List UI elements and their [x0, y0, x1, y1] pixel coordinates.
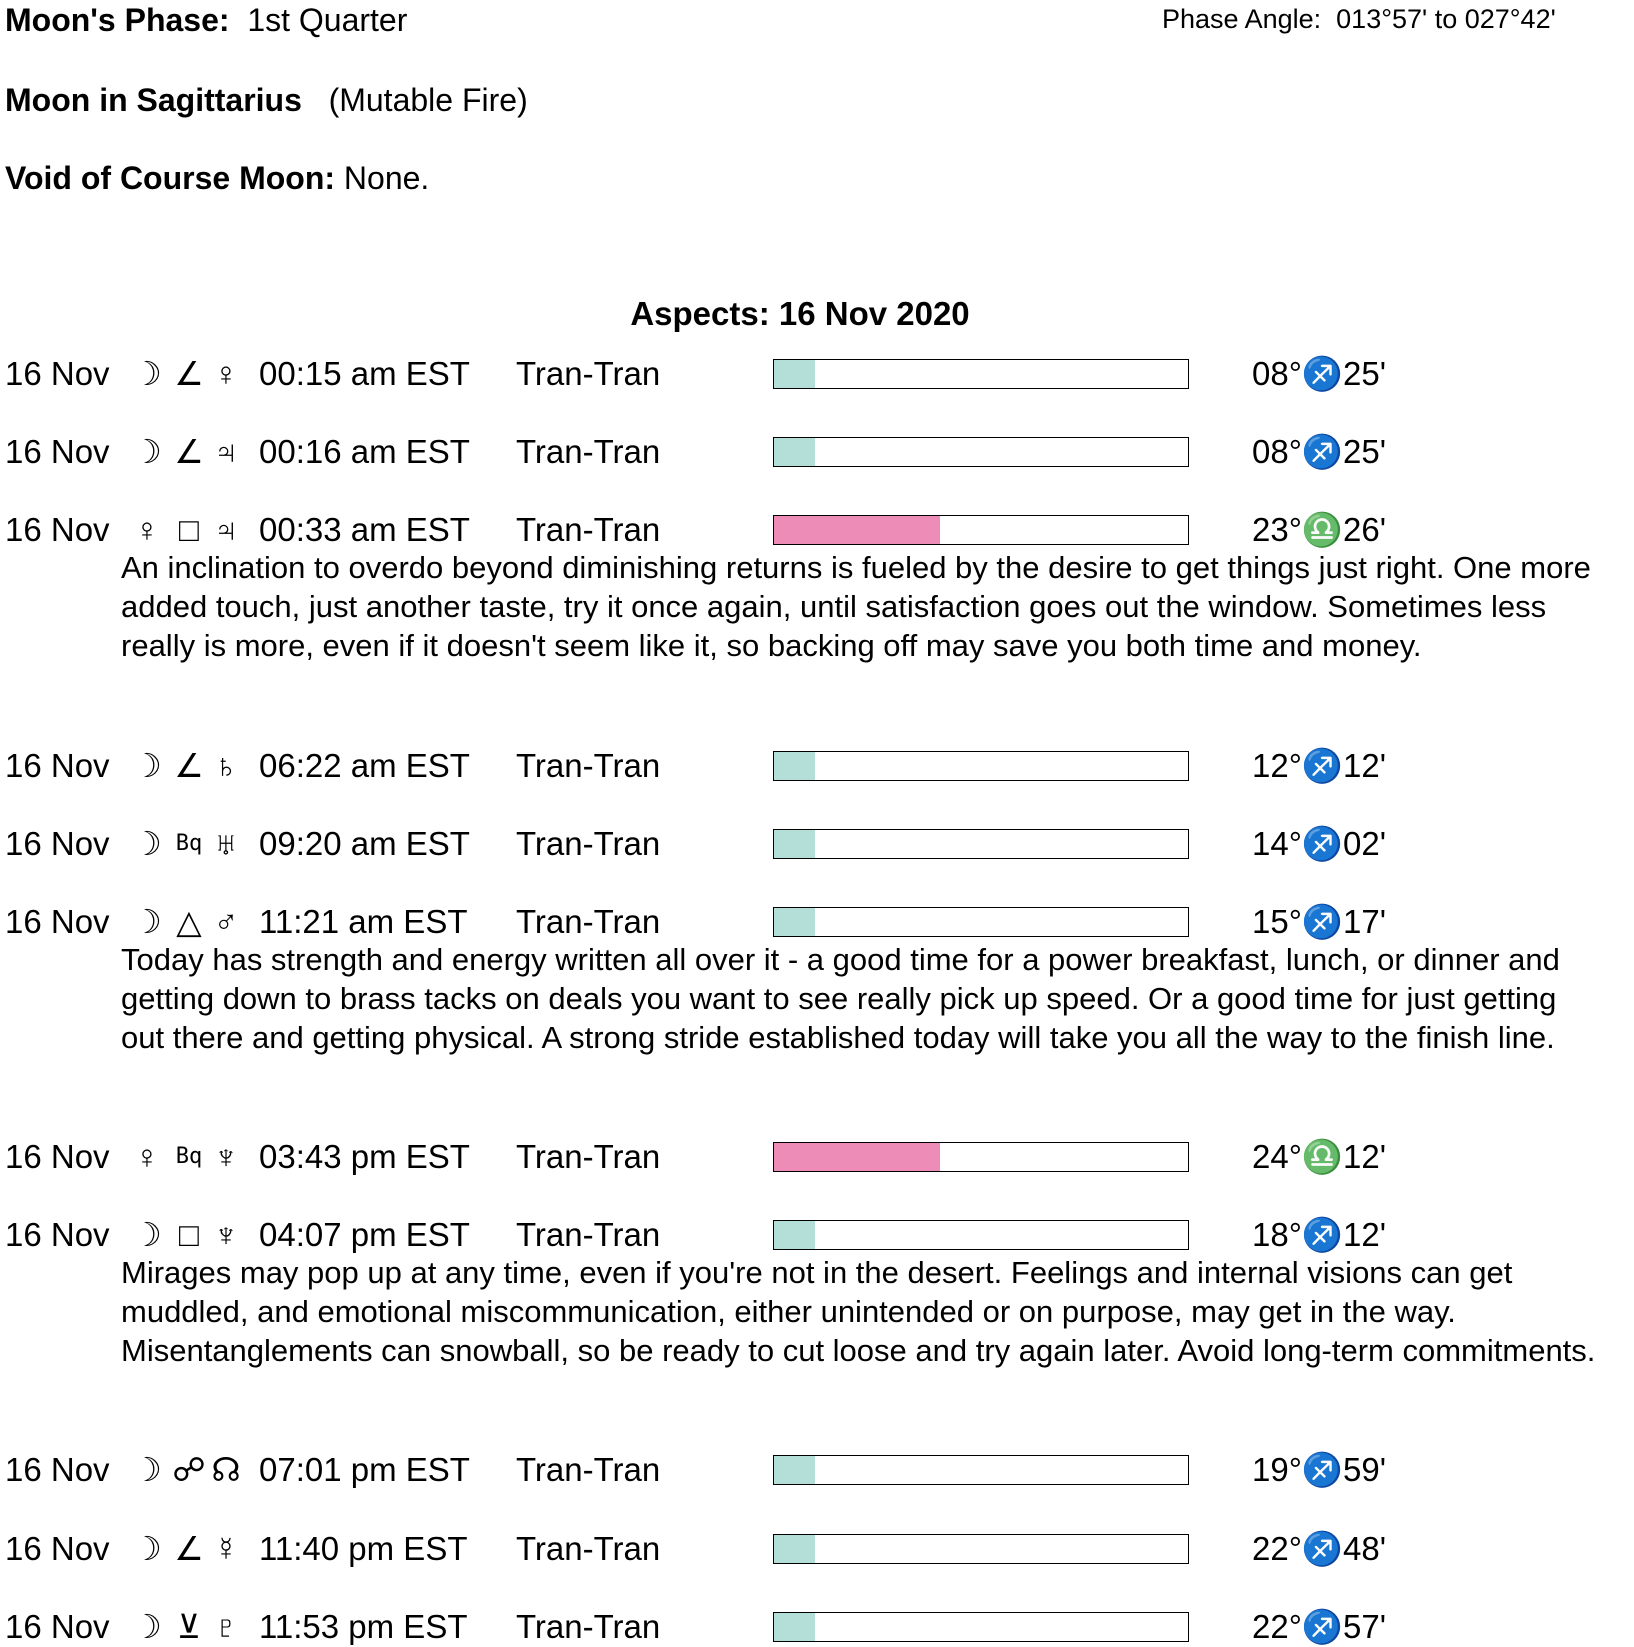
aspect-type: Tran-Tran — [516, 355, 661, 392]
aspect-type: Tran-Tran — [516, 825, 661, 862]
void-of-course-line — [5, 158, 429, 198]
aspect-position: 14°♐02' — [1252, 825, 1386, 862]
moon-phase-label: Moon's Phase: — [5, 2, 230, 38]
aspect-strength-bar — [773, 907, 1189, 937]
aspect-strength-fill — [774, 830, 815, 858]
moon-glyph-icon: ☽ — [132, 433, 162, 470]
aspect-time: 11:21 am EST — [259, 903, 468, 940]
aspect-strength-bar — [773, 1612, 1189, 1642]
aspect-strength-bar — [773, 829, 1189, 859]
moon-glyph-icon: ☽ — [132, 355, 162, 392]
uranus-glyph-icon: ♅ — [213, 825, 239, 862]
aspect-type: Tran-Tran — [516, 903, 661, 940]
aspect-date: 16 Nov — [5, 433, 110, 470]
moon-glyph-icon: ☽ — [132, 1530, 162, 1567]
aspect-strength-bar — [773, 1534, 1189, 1564]
aspect-description: An inclination to overdo beyond diminishing returns is fueled by the desire to get things just right. One more added touch, just another taste, try it once again, until satisfaction goes out the window. Sometimes less really is more, even if it doesn't seem like it, so backing off may save you both time and money. — [121, 550, 1591, 663]
aspect-strength-fill — [774, 1221, 815, 1249]
semisextile-aspect-icon: ⊻ — [176, 1608, 202, 1645]
aspect-position: 12°♐12' — [1252, 747, 1386, 784]
aspect-type: Tran-Tran — [516, 1451, 661, 1488]
aspect-strength-fill — [774, 1613, 815, 1641]
moon-glyph-icon: ☽ — [132, 903, 162, 940]
aspect-time: 11:53 pm EST — [259, 1608, 468, 1645]
aspect-row — [0, 824, 1634, 864]
aspect-type: Tran-Tran — [516, 1138, 661, 1175]
phase-angle-label: Phase Angle: — [1162, 4, 1322, 34]
aspect-row — [0, 746, 1634, 786]
square-aspect-icon: □ — [179, 511, 199, 548]
aspect-description: Mirages may pop up at any time, even if you're not in the desert. Feelings and internal visions can get muddled, and emotional miscommunication, either unintended or on purpose, may get in the way. Misentanglements can snowball, so be ready to cut loose and try again later. Avoid long-term commitments. — [121, 1255, 1596, 1368]
biquintile-aspect-icon: Bq — [175, 831, 203, 856]
aspect-strength-bar — [773, 1455, 1189, 1485]
venus-glyph-icon: ♀ — [213, 355, 239, 392]
saturn-glyph-icon: ♄ — [213, 747, 239, 784]
aspect-position: 15°♐17' — [1252, 903, 1386, 940]
phase-angle-line — [1162, 2, 1556, 36]
aspect-strength-fill — [774, 1143, 940, 1171]
aspect-position: 08°♐25' — [1252, 355, 1386, 392]
aspect-date: 16 Nov — [5, 1138, 110, 1175]
moon-sign-line — [5, 80, 528, 120]
aspect-type: Tran-Tran — [516, 433, 661, 470]
aspect-row — [0, 1607, 1634, 1647]
aspect-row — [0, 1215, 1634, 1255]
square-aspect-icon: □ — [179, 1216, 199, 1253]
aspect-strength-bar — [773, 1220, 1189, 1250]
aspect-position: 22°♐57' — [1252, 1608, 1386, 1645]
jupiter-glyph-icon: ♃ — [213, 433, 239, 470]
aspect-position: 22°♐48' — [1252, 1530, 1386, 1567]
mercury-glyph-icon: ☿ — [213, 1530, 239, 1567]
neptune-glyph-icon: ♆ — [213, 1216, 239, 1253]
void-of-course-value: None. — [343, 160, 430, 196]
north-node-glyph-icon: ☊ — [211, 1451, 241, 1488]
aspect-strength-bar — [773, 515, 1189, 545]
aspect-date: 16 Nov — [5, 825, 110, 862]
aspect-time: 00:33 am EST — [259, 511, 470, 548]
semisquare-aspect-icon: ∠ — [174, 433, 204, 470]
aspect-date: 16 Nov — [5, 1608, 110, 1645]
semisquare-aspect-icon: ∠ — [174, 1530, 204, 1567]
aspect-strength-fill — [774, 438, 815, 466]
moon-glyph-icon: ☽ — [132, 1451, 162, 1488]
aspect-position: 24°♎12' — [1252, 1138, 1386, 1175]
venus-glyph-icon: ♀ — [134, 511, 160, 548]
aspect-strength-bar — [773, 751, 1189, 781]
moon-glyph-icon: ☽ — [132, 1608, 162, 1645]
aspect-position: 23°♎26' — [1252, 511, 1386, 548]
aspect-type: Tran-Tran — [516, 511, 661, 548]
semisquare-aspect-icon: ∠ — [174, 355, 204, 392]
aspect-strength-bar — [773, 359, 1189, 389]
aspect-date: 16 Nov — [5, 1451, 110, 1488]
aspect-strength-bar — [773, 437, 1189, 467]
aspect-time: 00:15 am EST — [259, 355, 470, 392]
aspect-row — [0, 354, 1634, 394]
aspect-date: 16 Nov — [5, 747, 110, 784]
biquintile-aspect-icon: Bq — [175, 1144, 203, 1169]
aspect-row — [0, 1450, 1634, 1490]
moon-sign-element: (Mutable Fire) — [328, 82, 528, 118]
aspect-time: 03:43 pm EST — [259, 1138, 470, 1175]
aspect-strength-fill — [774, 360, 815, 388]
trine-aspect-icon: △ — [176, 903, 202, 940]
aspect-time: 06:22 am EST — [259, 747, 470, 784]
aspect-date: 16 Nov — [5, 1530, 110, 1567]
void-of-course-label: Void of Course Moon: — [5, 160, 336, 196]
mars-glyph-icon: ♂ — [213, 903, 239, 940]
aspect-strength-fill — [774, 1535, 815, 1563]
jupiter-glyph-icon: ♃ — [213, 511, 239, 548]
moon-glyph-icon: ☽ — [132, 825, 162, 862]
pluto-glyph-icon: ♇ — [213, 1608, 239, 1645]
phase-angle-value: 013°57' to 027°42' — [1336, 4, 1556, 34]
neptune-glyph-icon: ♆ — [213, 1138, 239, 1175]
aspect-time: 00:16 am EST — [259, 433, 470, 470]
aspect-strength-fill — [774, 908, 815, 936]
aspect-type: Tran-Tran — [516, 747, 661, 784]
aspect-time: 07:01 pm EST — [259, 1451, 470, 1488]
aspects-title: Aspects: 16 Nov 2020 — [630, 295, 970, 332]
aspect-strength-fill — [774, 1456, 815, 1484]
aspect-date: 16 Nov — [5, 903, 110, 940]
aspect-time: 04:07 pm EST — [259, 1216, 470, 1253]
aspect-position: 18°♐12' — [1252, 1216, 1386, 1253]
aspect-strength-fill — [774, 752, 815, 780]
aspect-type: Tran-Tran — [516, 1530, 661, 1567]
aspect-strength-fill — [774, 516, 940, 544]
moon-phase-line — [5, 0, 407, 40]
aspect-date: 16 Nov — [5, 511, 110, 548]
aspect-row — [0, 1137, 1634, 1177]
aspect-row — [0, 1529, 1634, 1569]
aspect-time: 09:20 am EST — [259, 825, 470, 862]
moon-glyph-icon: ☽ — [132, 1216, 162, 1253]
aspect-time: 11:40 pm EST — [259, 1530, 468, 1567]
aspect-position: 08°♐25' — [1252, 433, 1386, 470]
aspect-strength-bar — [773, 1142, 1189, 1172]
moon-glyph-icon: ☽ — [132, 747, 162, 784]
moon-phase-value: 1st Quarter — [247, 2, 408, 38]
aspect-date: 16 Nov — [5, 1216, 110, 1253]
semisquare-aspect-icon: ∠ — [174, 747, 204, 784]
aspect-row — [0, 510, 1634, 550]
aspect-position: 19°♐59' — [1252, 1451, 1386, 1488]
aspect-row — [0, 432, 1634, 472]
aspect-description: Today has strength and energy written all over it - a good time for a power breakfast, lunch, or dinner and getting down to brass tacks on deals you want to see really pick up speed. Or a good time for just getting out there and getting physical. A strong stride established today will take you all the way to the finish line. — [121, 942, 1560, 1055]
moon-sign-label: Moon in Sagittarius — [5, 82, 302, 118]
aspect-type: Tran-Tran — [516, 1608, 661, 1645]
venus-glyph-icon: ♀ — [134, 1138, 160, 1175]
aspect-type: Tran-Tran — [516, 1216, 661, 1253]
aspect-row — [0, 902, 1634, 942]
aspect-date: 16 Nov — [5, 355, 110, 392]
opposition-aspect-icon: ☍ — [172, 1451, 206, 1488]
